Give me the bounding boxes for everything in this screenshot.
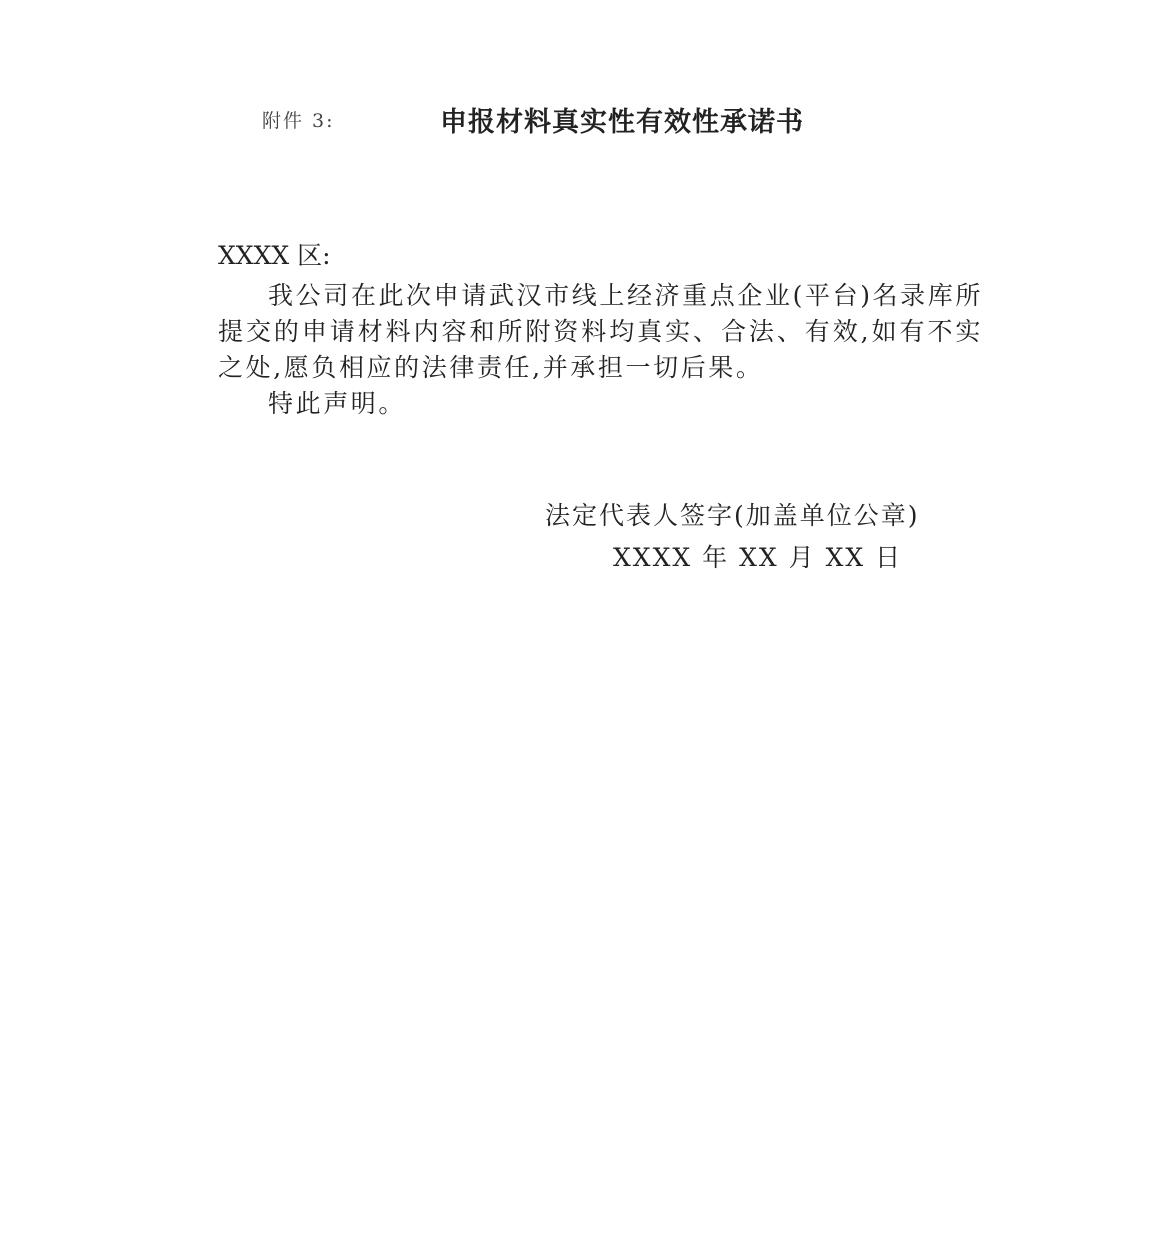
attachment-label: 附件 3: (262, 110, 335, 132)
salutation: XXXX 区: (218, 241, 331, 270)
body-paragraph-declaration: 特此声明。 (268, 389, 407, 418)
signature-line: 法定代表人签字(加盖单位公章) (545, 501, 920, 530)
body-paragraph-commitment: 我公司在此次申请武汉市线上经济重点企业(平台)名录库所提交的申请材料内容和所附资料均真实、合法、有效,如有不实之处,愿负相应的法律责任,并承担一切后果。 (218, 281, 983, 382)
document-title: 申报材料真实性有效性承诺书 (440, 107, 804, 138)
date-line: XXXX 年 XX 月 XX 日 (613, 543, 903, 572)
letter-body (218, 278, 983, 422)
